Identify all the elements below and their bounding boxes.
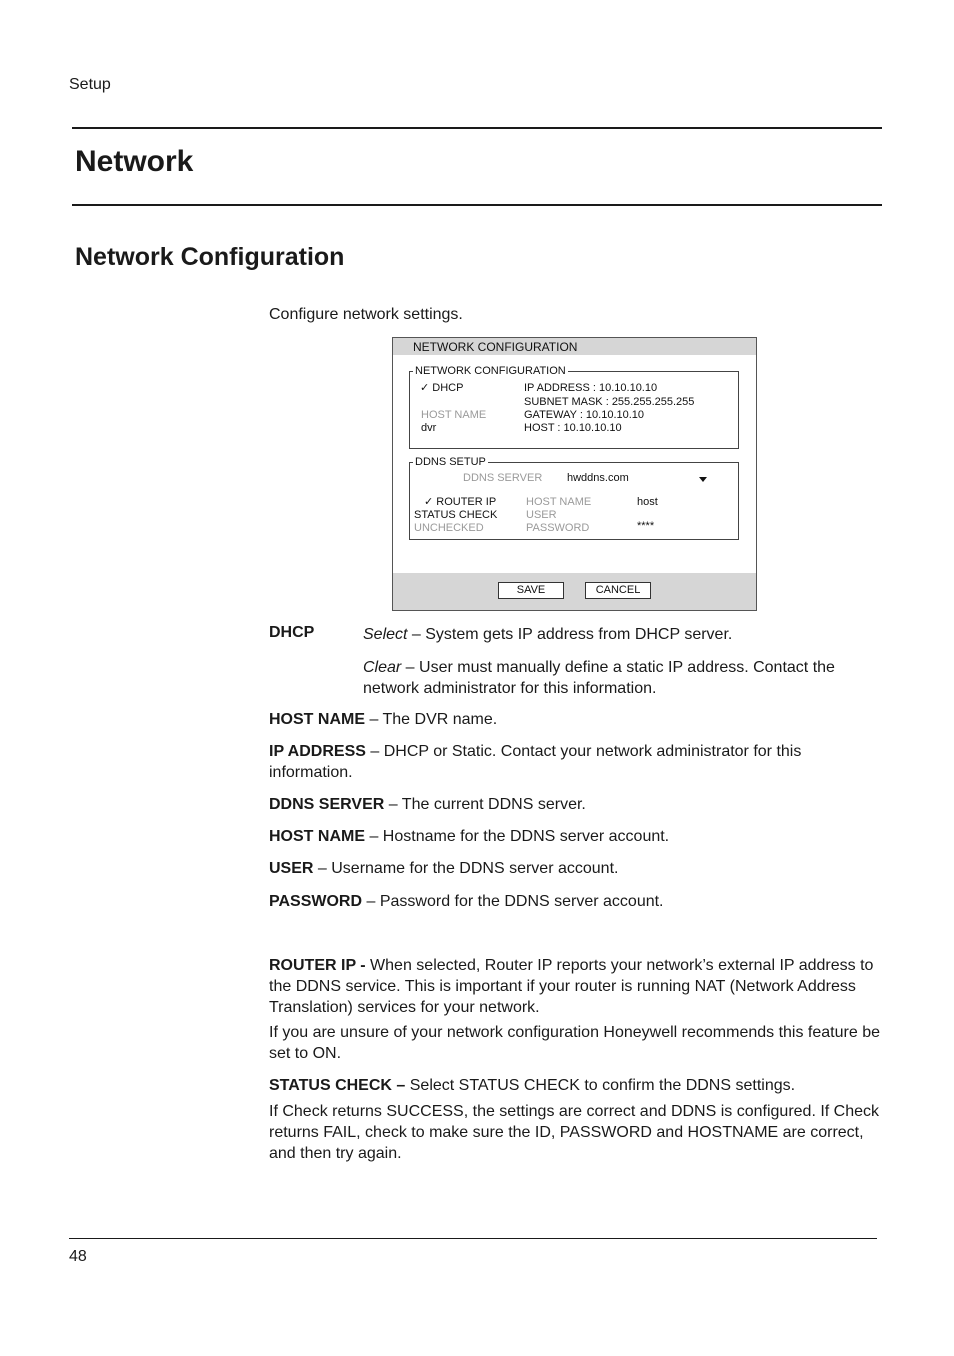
password-definition	[269, 891, 881, 912]
router-ip-text: When selected, Router IP reports your network’s external IP address to the DDNS service. This is important if your router is running NAT (Network Address Translation) services for your network.	[269, 957, 874, 1016]
ddns-server-definition	[269, 794, 881, 815]
router-ip-note: If you are unsure of your network configuration Honeywell recommends this feature be set to ON.	[269, 1024, 880, 1062]
host-name-text: – The DVR name.	[365, 711, 498, 728]
dhcp-clear-definition	[363, 657, 883, 699]
ip-address-field[interactable]: IP ADDRESS : 10.10.10.10	[524, 382, 658, 394]
title-top-rule	[72, 127, 882, 129]
dhcp-select-text: – System gets IP address from DHCP server.	[407, 626, 733, 643]
ip-address-text: – DHCP or Static. Contact your network administrator for this information.	[269, 743, 802, 781]
ddns-password-label: PASSWORD	[526, 522, 590, 534]
ddns-host-term: HOST NAME	[269, 828, 365, 845]
status-check-button[interactable]: STATUS CHECK	[414, 509, 498, 521]
host-name-term: HOST NAME	[269, 711, 365, 728]
page-title: Network	[75, 145, 194, 178]
cancel-button[interactable]: CANCEL	[585, 582, 651, 599]
dhcp-select-label: Select	[363, 626, 408, 643]
user-term: USER	[269, 860, 314, 877]
host-field[interactable]: HOST : 10.10.10.10	[524, 422, 622, 434]
ip-address-definition	[269, 741, 881, 783]
chevron-down-icon[interactable]	[699, 477, 707, 482]
host-name-label: HOST NAME	[421, 409, 487, 421]
title-bottom-rule	[72, 204, 882, 206]
dhcp-clear-label: Clear	[363, 659, 402, 676]
password-term: PASSWORD	[269, 893, 363, 910]
dhcp-clear-text: – User must manually define a static IP address. Contact the network administrator for this information.	[363, 659, 835, 697]
network-configuration-group	[409, 365, 739, 449]
network-group-legend: NETWORK CONFIGURATION	[415, 365, 566, 377]
dialog-footer	[393, 573, 756, 610]
footer-rule	[69, 1238, 877, 1239]
ddns-host-name-field[interactable]: host	[637, 496, 658, 508]
user-definition	[269, 858, 881, 879]
host-name-field[interactable]: dvr	[421, 422, 437, 434]
dhcp-term: DHCP	[269, 624, 315, 641]
dhcp-select-definition	[363, 624, 883, 645]
ip-address-term: IP ADDRESS	[269, 743, 366, 760]
ddns-host-name-label: HOST NAME	[526, 496, 592, 508]
section-title: Network Configuration	[75, 243, 345, 271]
gateway-field[interactable]: GATEWAY : 10.10.10.10	[524, 409, 645, 421]
router-ip-checkbox[interactable]: ✓ ROUTER IP	[424, 496, 497, 508]
user-text: – Username for the DDNS server account.	[313, 860, 619, 877]
ddns-server-text: – The current DDNS server.	[384, 796, 586, 813]
status-check-result: UNCHECKED	[414, 522, 484, 534]
ddns-server-label: DDNS SERVER	[463, 472, 543, 484]
password-text: – Password for the DDNS server account.	[362, 893, 664, 910]
ddns-host-text: – Hostname for the DDNS server account.	[365, 828, 670, 845]
dhcp-checkbox[interactable]: ✓ DHCP	[420, 382, 464, 394]
status-check-definition	[269, 1075, 881, 1096]
ddns-server-term: DDNS SERVER	[269, 796, 385, 813]
subnet-mask-field[interactable]: SUBNET MASK : 255.255.255.255	[524, 396, 695, 408]
ddns-user-label: USER	[526, 509, 557, 521]
ddns-server-select[interactable]: hwddns.com	[567, 472, 629, 484]
status-check-note: If Check returns SUCCESS, the settings are correct and DDNS is configured. If Check returns FAIL, check to make sure the ID, PASSWORD and HOSTNAME are correct, and then try again.	[269, 1103, 880, 1162]
running-head: Setup	[69, 76, 111, 93]
network-configuration-dialog	[392, 337, 757, 611]
router-ip-term: ROUTER IP -	[269, 957, 366, 974]
ddns-setup-group	[409, 456, 739, 540]
dialog-title: NETWORK CONFIGURATION	[393, 338, 756, 355]
page-number: 48	[69, 1248, 87, 1265]
host-name-definition	[269, 709, 881, 730]
status-check-text: Select STATUS CHECK to confirm the DDNS settings.	[405, 1077, 796, 1094]
ddns-group-legend: DDNS SETUP	[415, 456, 486, 468]
ddns-password-field[interactable]: ****	[637, 520, 655, 532]
section-intro: Configure network settings.	[269, 306, 463, 323]
status-check-term: STATUS CHECK –	[269, 1077, 406, 1094]
save-button[interactable]: SAVE	[498, 582, 564, 599]
ddns-host-name-definition	[269, 826, 881, 847]
router-ip-definition	[269, 955, 881, 1018]
